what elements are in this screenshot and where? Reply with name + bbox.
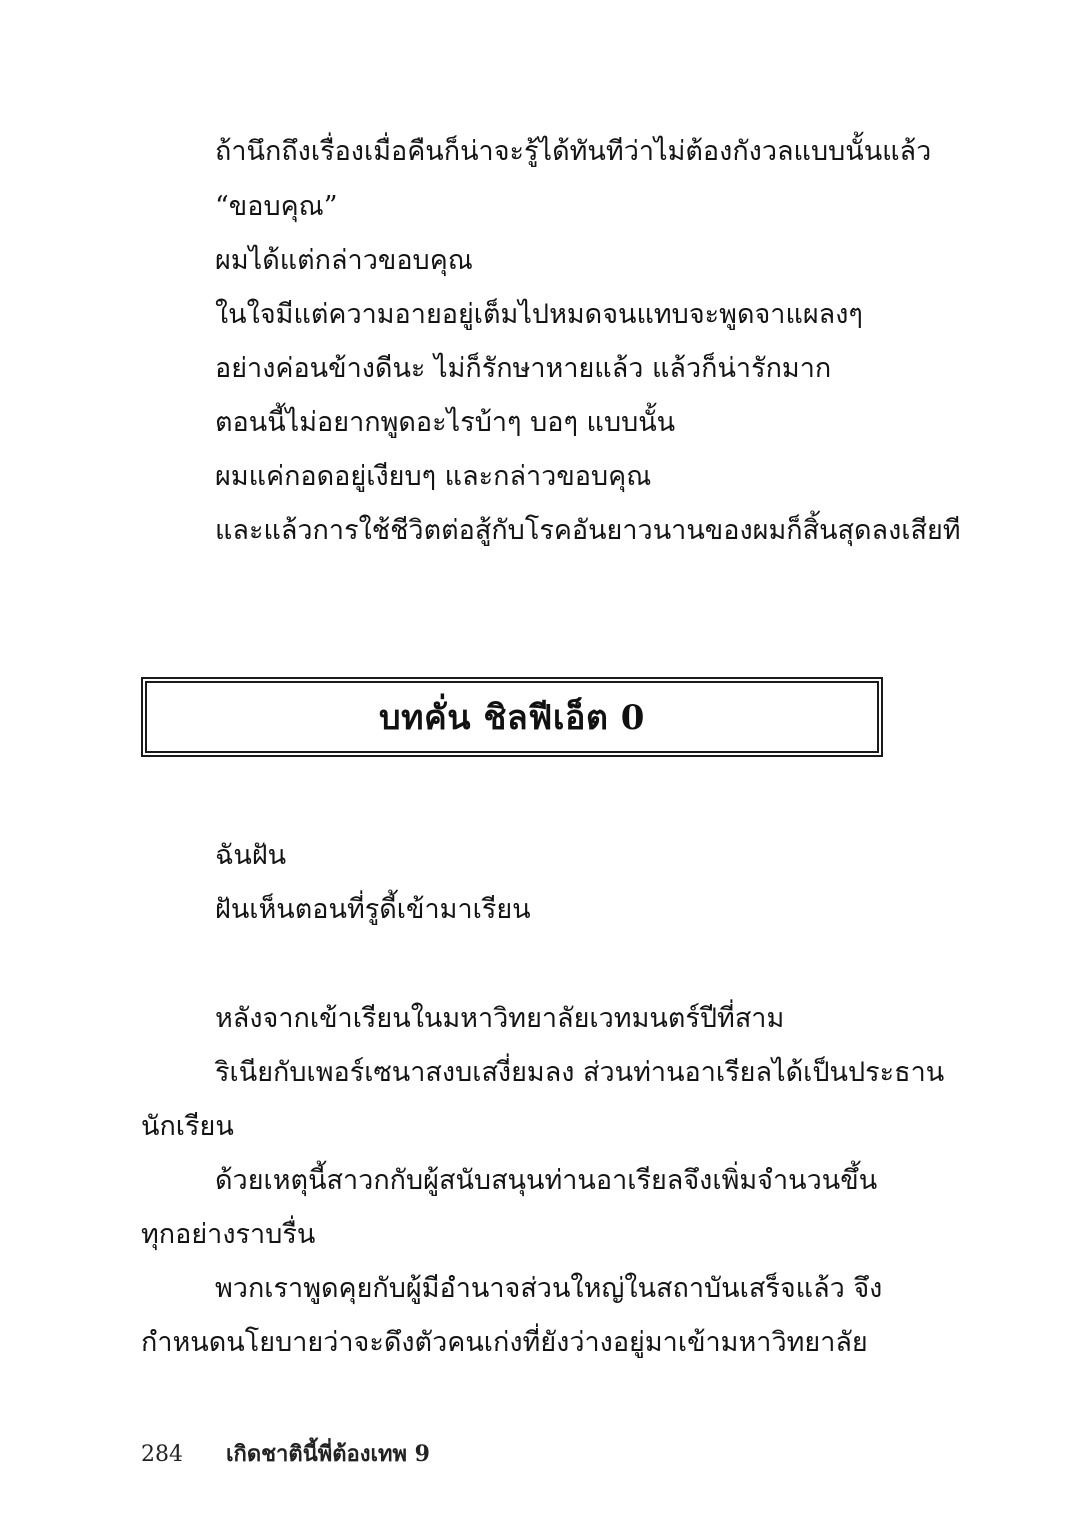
text-line: ถ้านึกถึงเรื่องเมื่อคืนก็น่าจะรู้ได้ทันทีว่าไม่ต้องกังวลแบบนั้นแล้ว [215,136,932,167]
chapter-title: บทคั่น ชิลฟีเอ็ต 0 [379,698,645,738]
text-line: อย่างค่อนข้างดีนะ ไม่ก็รักษาหายแล้ว แล้วก็น่ารักมาก [215,353,832,384]
text-line: ผมได้แต่กล่าวขอบคุณ [215,245,473,276]
text-line: ด้วยเหตุนี้สาวกกับผู้สนับสนุนท่านอาเรียลจึงเพิ่มจำนวนขึ้น [215,1165,878,1196]
text-line: ทุกอย่างราบรื่น [141,1219,316,1250]
text-line: หลังจากเข้าเรียนในมหาวิทยาลัยเวทมนตร์ปีที่สาม [215,1003,785,1034]
text-line: ฉันฝัน [215,840,287,871]
running-title: เกิดชาตินี้พี่ต้องเทพ 9 [226,1441,430,1467]
text-line: พวกเราพูดคุยกับผู้มีอำนาจส่วนใหญ่ในสถาบันเสร็จแล้ว จึง [215,1273,883,1304]
text-line: และแล้วการใช้ชีวิตต่อสู้กับโรคอันยาวนานของผมก็สิ้นสุดลงเสียที [215,515,961,546]
text-line: “ขอบคุณ” [215,191,338,222]
text-line: ผมแค่กอดอยู่เงียบๆ และกล่าวขอบคุณ [215,461,652,492]
text-line: ในใจมีแต่ความอายอยู่เต็มไปหมดจนแทบจะพูดจาแผลงๆ [215,299,863,330]
page-number: 284 [141,1442,183,1467]
text-line: นักเรียน [141,1111,234,1142]
text-line: ตอนนี้ไม่อยากพูดอะไรบ้าๆ บอๆ แบบนั้น [215,407,676,438]
text-line: ฝันเห็นตอนที่รูดี้เข้ามาเรียน [215,894,531,925]
chapter-title-box [141,677,883,757]
text-line: กำหนดนโยบายว่าจะดึงตัวคนเก่งที่ยังว่างอยู่มาเข้ามหาวิทยาลัย [141,1327,868,1358]
text-line: ริเนียกับเพอร์เซนาสงบเสงี่ยมลง ส่วนท่านอาเรียลได้เป็นประธาน [215,1057,945,1088]
chapter-title-frame [145,681,879,753]
page-footer [141,1437,430,1472]
